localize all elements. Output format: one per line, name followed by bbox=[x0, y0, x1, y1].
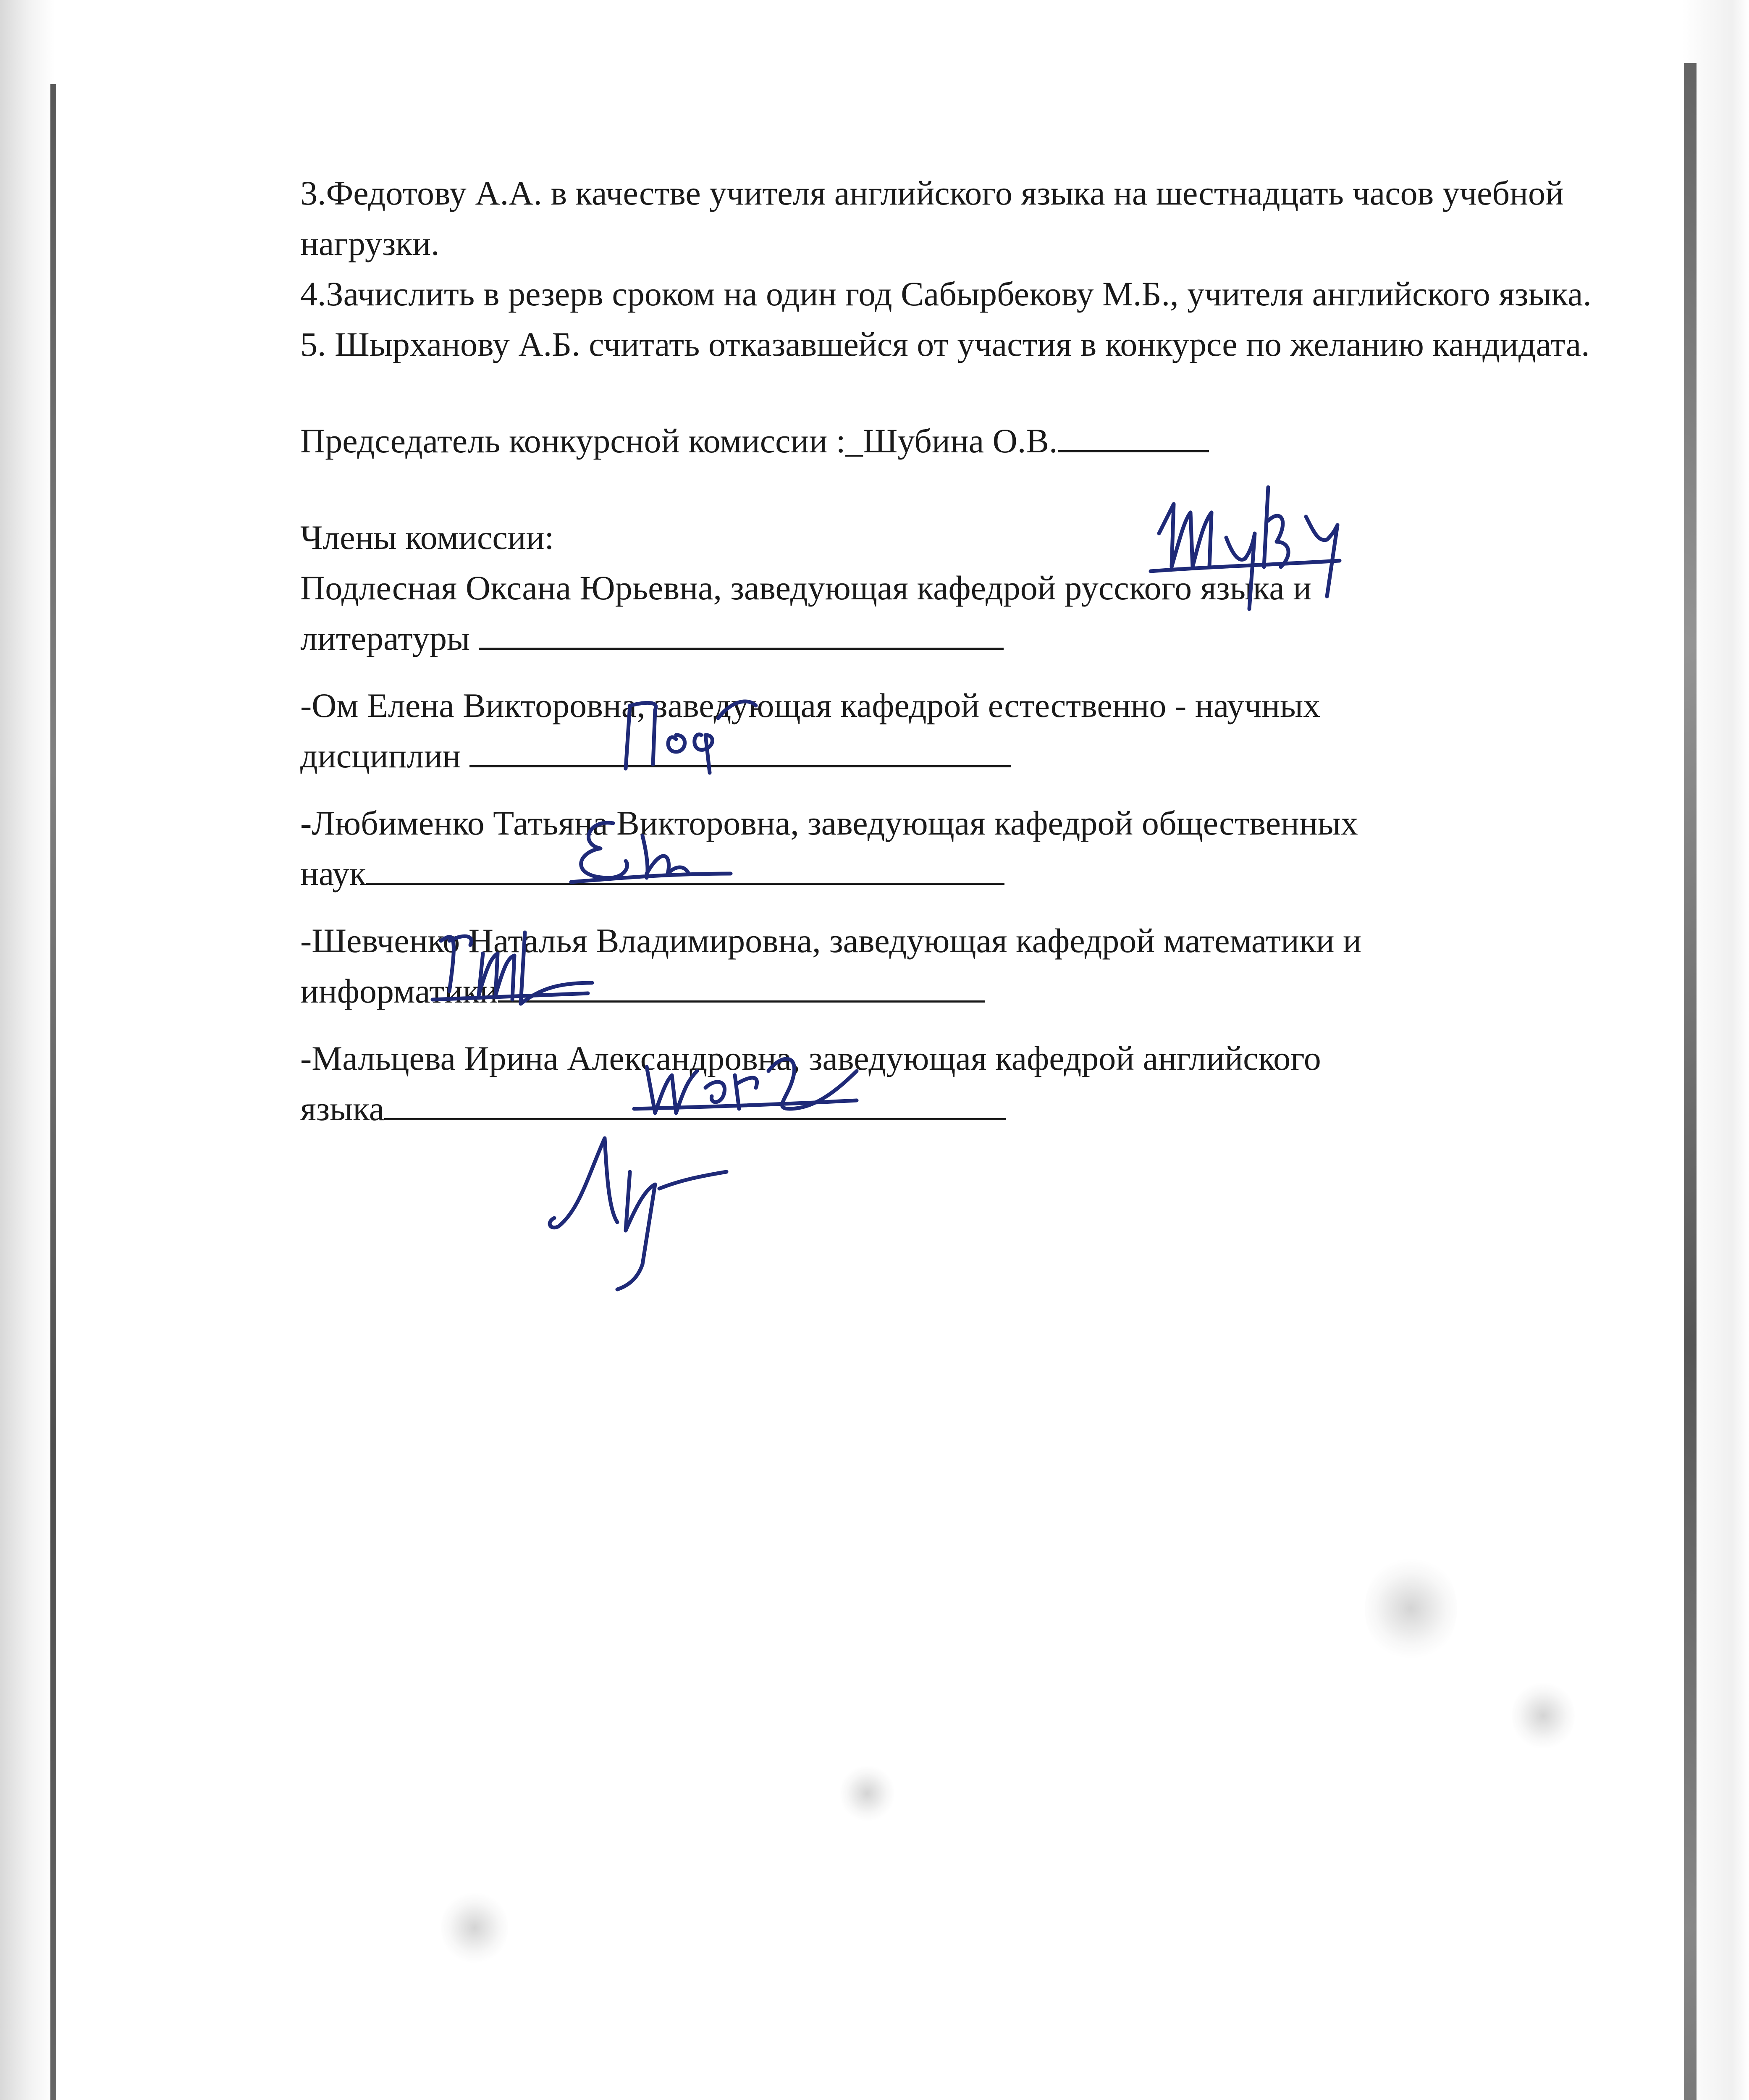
paper-smudge bbox=[441, 1890, 508, 1966]
paper-smudge bbox=[1512, 1680, 1575, 1751]
member-3-signature bbox=[424, 916, 600, 1012]
chairman-signature bbox=[1142, 470, 1361, 613]
scan-shadow-left bbox=[50, 84, 56, 2100]
paragraph-item-4: 4.Зачислить в резерв сроком на один год Сабырбекову М.Б., учителя английского языка. bbox=[300, 275, 1592, 313]
member-3-line2: наук bbox=[300, 848, 1594, 899]
chairman-line bbox=[300, 416, 1594, 466]
paper-smudge bbox=[1365, 1554, 1457, 1663]
member-2-line1: -Ом Елена Викторовна, заведующая кафедрой естественно - научных bbox=[300, 686, 1321, 724]
member-2-line2: дисциплин bbox=[300, 731, 1594, 781]
member-3-line1: -Любименко Татьяна Викторовна, заведующая кафедрой общественных bbox=[300, 804, 1358, 842]
member-5-line1: -Мальцева Ирина Александровна, заведующая кафедрой английского bbox=[300, 1039, 1321, 1077]
member-1-line2: литературы bbox=[300, 613, 1594, 664]
member-1-signature-line bbox=[479, 618, 1004, 650]
member-4-line1: -Шевченко Наталья Владимировна, заведующая кафедрой математики и bbox=[300, 921, 1361, 960]
member-1-signature bbox=[613, 693, 764, 777]
member-2-signature bbox=[563, 811, 739, 895]
paper-smudge bbox=[840, 1764, 894, 1823]
paragraph-item-3: 3.Федотову А.А. в качестве учителя английского языка на шестнадцать часов учебной нагрузки. bbox=[300, 174, 1564, 262]
member-5-line2: языка bbox=[300, 1084, 1594, 1134]
member-4-line2: информатики bbox=[300, 966, 1594, 1016]
paragraph-item-5: 5. Шырханову А.Б. считать отказавшейся от участия в конкурсе по желанию кандидата. bbox=[300, 325, 1590, 363]
chairman-label: Председатель конкурсной комиссии :_Шубина О.В. bbox=[300, 422, 1058, 460]
member-1-line1: Подлесная Оксана Юрьевна, заведующая кафедрой русского языка и bbox=[300, 569, 1312, 607]
member-5-signature bbox=[533, 1126, 743, 1294]
member-4-signature bbox=[630, 1037, 865, 1121]
scan-shadow-right bbox=[1684, 63, 1697, 2100]
chairman-signature-line bbox=[1058, 421, 1209, 452]
members-heading: Члены комиссии: bbox=[300, 518, 554, 556]
